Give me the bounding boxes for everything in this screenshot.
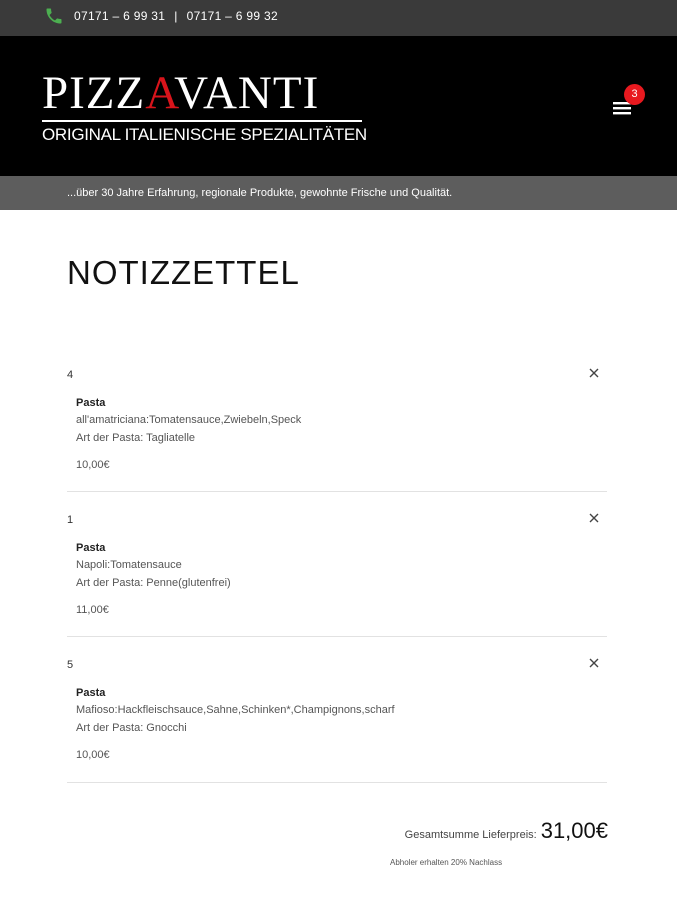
close-icon[interactable] (587, 511, 601, 525)
item-price: 10,00€ (76, 749, 110, 761)
item-price: 11,00€ (76, 604, 109, 616)
item-variant: Art der Pasta: Penne(glutenfrei) (76, 577, 231, 589)
logo-accent-letter: A (145, 67, 175, 119)
logo-part-2: VANTI (174, 67, 320, 119)
item-description: Napoli:Tomatensauce (76, 559, 182, 571)
phone-separator: | (174, 9, 178, 23)
tagline-text: ...über 30 Jahre Erfahrung, regionale Produkte, gewohnte Frische und Qualität. (67, 187, 453, 199)
site-header (0, 36, 677, 176)
cart-item (67, 659, 607, 783)
item-description: all'amatriciana:Tomatensauce,Zwiebeln,Speck (76, 414, 302, 426)
item-category: Pasta (76, 542, 106, 554)
item-category: Pasta (76, 397, 106, 409)
item-price: 10,00€ (76, 459, 110, 471)
logo-part-1: PIZZ (42, 67, 146, 119)
cart-item (67, 369, 607, 492)
logo-rule (42, 120, 362, 122)
item-quantity: 4 (67, 369, 74, 381)
item-variant: Art der Pasta: Tagliatelle (76, 432, 196, 444)
phone-link-1[interactable]: 07171 – 6 99 31 (74, 9, 166, 23)
total-label: Gesamtsumme Lieferpreis: (404, 829, 537, 841)
cart-item (67, 514, 607, 637)
close-icon[interactable] (587, 656, 601, 670)
item-variant: Art der Pasta: Gnocchi (76, 722, 187, 734)
item-description: Mafioso:Hackfleischsauce,Sahne,Schinken*,Champignons,scharf (76, 704, 395, 716)
total-row (390, 818, 608, 848)
cart-count-badge: 3 (624, 84, 645, 105)
phone-icon (44, 6, 64, 26)
total-value: 31,00€ (540, 818, 608, 843)
page-title: NOTIZZETTEL (67, 254, 300, 291)
item-category: Pasta (76, 687, 106, 699)
close-icon[interactable] (587, 366, 601, 380)
phone-numbers (74, 9, 278, 23)
tagline-bar (0, 176, 677, 210)
item-quantity: 1 (67, 514, 74, 526)
discount-note: Abholer erhalten 20% Nachlass (390, 858, 503, 867)
contact-bar (0, 0, 677, 36)
logo-subtitle: ORIGINAL ITALIENISCHE SPEZIALITÄTEN (42, 125, 367, 144)
item-quantity: 5 (67, 659, 74, 671)
logo[interactable] (42, 67, 367, 148)
logo-wordmark (42, 68, 319, 118)
phone-link-2[interactable]: 07171 – 6 99 32 (186, 9, 278, 23)
